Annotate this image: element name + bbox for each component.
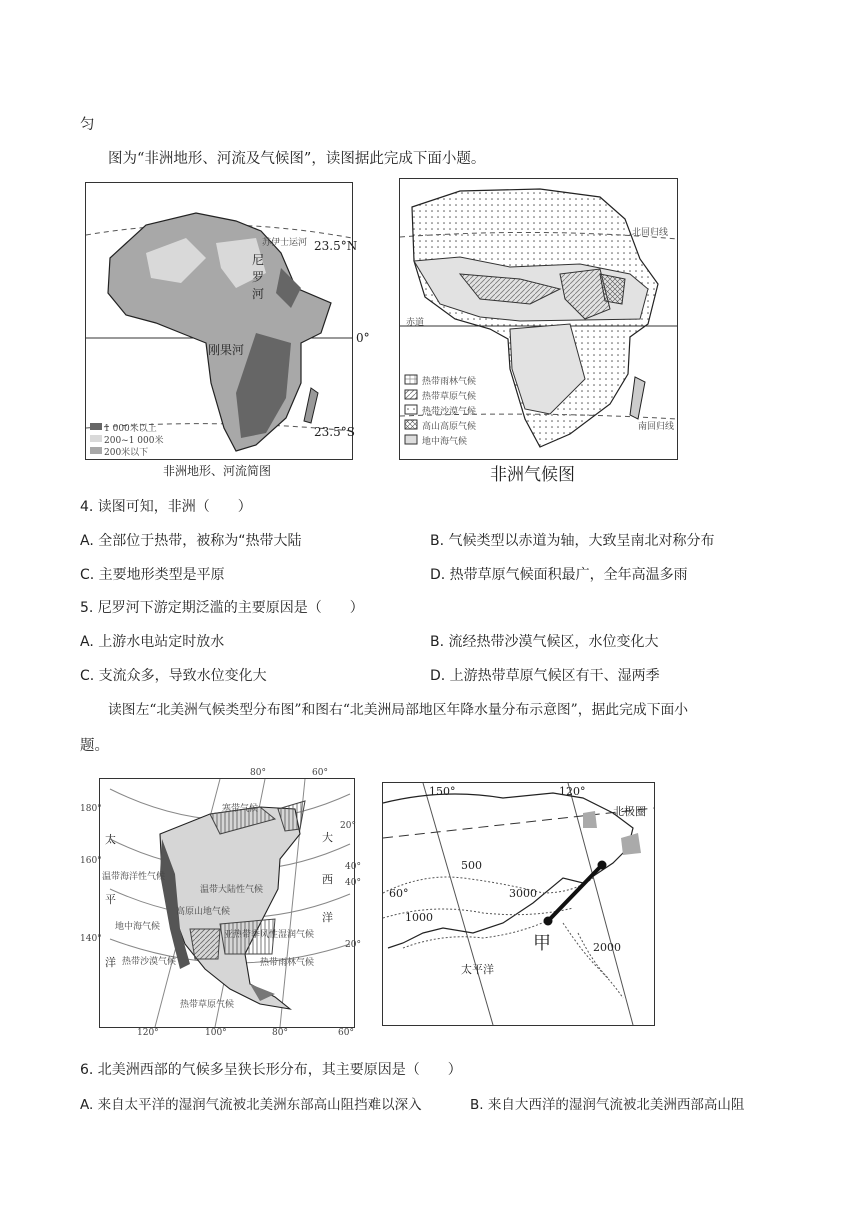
equator-label: 赤道	[406, 318, 425, 328]
north-america-climate-graphic	[100, 779, 354, 1027]
lon-120-bottom-label: 120°	[137, 1028, 159, 1038]
q4-option-a[interactable]: A. 全部位于热带，被称为“热带大陆	[80, 533, 302, 549]
lat-40-b-label: 40°	[345, 878, 361, 888]
legend-label-low: 200米以下	[104, 448, 149, 458]
arctic-circle-label: 北极圈	[613, 805, 646, 818]
wdhy-climate-label: 温带海洋性气候	[102, 872, 166, 882]
legend-label-high: 1 000米以上	[104, 424, 157, 434]
tropic-north-label: 北回归线	[632, 228, 669, 238]
ocean-tai-label: 太	[105, 833, 116, 846]
legend-swatch-highland	[405, 420, 417, 429]
lat-40-a-label: 40°	[345, 862, 361, 872]
intro-text-north-america: 读图左“北美洲气候类型分布图”和图右“北美洲局部地区年降水量分布示意图”，据此完成下面小	[108, 702, 689, 718]
legend-label-highland: 高山高原气候	[422, 422, 477, 432]
ocean-xi-label: 西	[322, 873, 333, 886]
dzh-climate-label: 地中海气候	[115, 922, 161, 932]
precip-map-graphic	[383, 783, 654, 1025]
africa-terrain-caption: 非洲地形、河流简图	[163, 464, 272, 478]
rdyl-climate-label: 热带雨林气候	[260, 958, 315, 968]
legend-swatch-savanna	[405, 390, 417, 399]
pacific-label: 太平洋	[461, 963, 494, 976]
q5-option-b[interactable]: B. 流经热带沙漠气候区，水位变化大	[430, 634, 659, 650]
lon-180-label: 180°	[80, 804, 102, 814]
ocean-yang-label: 洋	[105, 956, 116, 969]
north-america-climate-map	[99, 768, 356, 1028]
lon-80-bottom-label: 80°	[272, 1028, 288, 1038]
wddl-climate-label: 温带大陆性气候	[200, 885, 264, 895]
nile-label-2: 罗	[252, 270, 265, 284]
contour-1000-label: 1000	[405, 911, 433, 924]
q4-option-d[interactable]: D. 热带草原气候面积最广，全年高温多雨	[430, 567, 688, 583]
q4-stem: 4. 读图可知，非洲（ ）	[80, 499, 252, 515]
legend-label-mediterranean: 地中海气候	[422, 437, 468, 447]
q4-option-c[interactable]: C. 主要地形类型是平原	[80, 567, 225, 583]
yrd-climate-label: 亚热带季风性湿润气候	[224, 930, 315, 940]
hd-climate-label: 寒带气候	[222, 804, 259, 814]
q5-option-d[interactable]: D. 上游热带草原气候区有干、湿两季	[430, 668, 660, 684]
legend-swatch-mediterranean	[405, 435, 417, 444]
lat-23n-label: 23.5°N	[314, 239, 358, 253]
africa-terrain-graphic	[86, 183, 352, 459]
text-fragment: 匀	[80, 117, 95, 133]
ocean-da-label: 大	[322, 831, 333, 844]
rdcy-climate-label: 热带草原气候	[180, 1000, 235, 1010]
gy-climate-label: 高原山地气候	[176, 907, 231, 917]
lon-60-bottom-label: 60°	[338, 1028, 354, 1038]
lat-60-label: 60°	[389, 887, 409, 900]
q5-option-c[interactable]: C. 支流众多，导致水位变化大	[80, 668, 267, 684]
contour-2000-label: 2000	[593, 941, 621, 954]
north-america-precip-map	[382, 782, 655, 1026]
legend-swatch-rainforest	[405, 375, 417, 384]
lon-60-top-label: 60°	[312, 768, 328, 778]
africa-climate-caption: 非洲气候图	[490, 465, 575, 485]
congo-label: 刚果河	[208, 343, 245, 357]
africa-climate-graphic	[400, 179, 677, 459]
lat-20-right-label: 20°	[340, 821, 356, 831]
nile-label-1: 尼	[252, 253, 265, 267]
intro-text-north-america-cont: 题。	[80, 738, 109, 754]
lon-150-label: 150°	[429, 785, 456, 798]
equator-label: 0°	[356, 331, 370, 345]
lon-160-label: 160°	[80, 856, 102, 866]
lat-20-b-label: 20°	[345, 940, 361, 950]
contour-500-label: 500	[461, 859, 482, 872]
intro-text-africa: 图为“非洲地形、河流及气候图”，读图据此完成下面小题。	[108, 151, 486, 167]
lon-100-bottom-label: 100°	[205, 1028, 227, 1038]
point-jia-label: 甲	[533, 933, 551, 954]
legend-swatch-desert	[405, 405, 417, 414]
suez-label: 苏伊士运河	[262, 238, 308, 248]
legend-swatch-high	[90, 423, 102, 430]
q6-option-b[interactable]: B. 来自大西洋的湿润气流被北美洲西部高山阻	[470, 1097, 745, 1113]
ocean-yang2-label: 洋	[322, 911, 333, 924]
q5-option-a[interactable]: A. 上游水电站定时放水	[80, 634, 225, 650]
q6-stem: 6. 北美洲西部的气候多呈狭长形分布，其主要原因是（ ）	[80, 1062, 462, 1078]
legend-label-rainforest: 热带雨林气候	[422, 377, 477, 387]
nile-label-3: 河	[252, 287, 265, 301]
contour-3000-label: 3000	[509, 887, 537, 900]
tropic-south-label: 南回归线	[638, 422, 675, 432]
lon-120-label: 120°	[559, 785, 586, 798]
lon-140-label: 140°	[80, 934, 102, 944]
q5-stem: 5. 尼罗河下游定期泛滥的主要原因是（ ）	[80, 600, 364, 616]
q6-option-a[interactable]: A. 来自太平洋的湿润气流被北美洲东部高山阻挡难以深入	[80, 1097, 422, 1113]
africa-climate-map	[399, 178, 678, 460]
legend-label-desert: 热带沙漠气候	[422, 407, 477, 417]
lat-23s-label: 23.5°S	[314, 425, 355, 439]
legend-swatch-low	[90, 447, 102, 454]
legend-swatch-mid	[90, 435, 102, 442]
africa-terrain-map	[85, 182, 370, 460]
legend-label-savanna: 热带草原气候	[422, 392, 477, 402]
lon-80-top-label: 80°	[250, 768, 266, 778]
q4-option-b[interactable]: B. 气候类型以赤道为轴，大致呈南北对称分布	[430, 533, 715, 549]
legend-label-mid: 200~1 000米	[104, 436, 164, 446]
rdsm-climate-label: 热带沙漠气候	[122, 957, 177, 967]
ocean-ping-label: 平	[105, 893, 116, 906]
